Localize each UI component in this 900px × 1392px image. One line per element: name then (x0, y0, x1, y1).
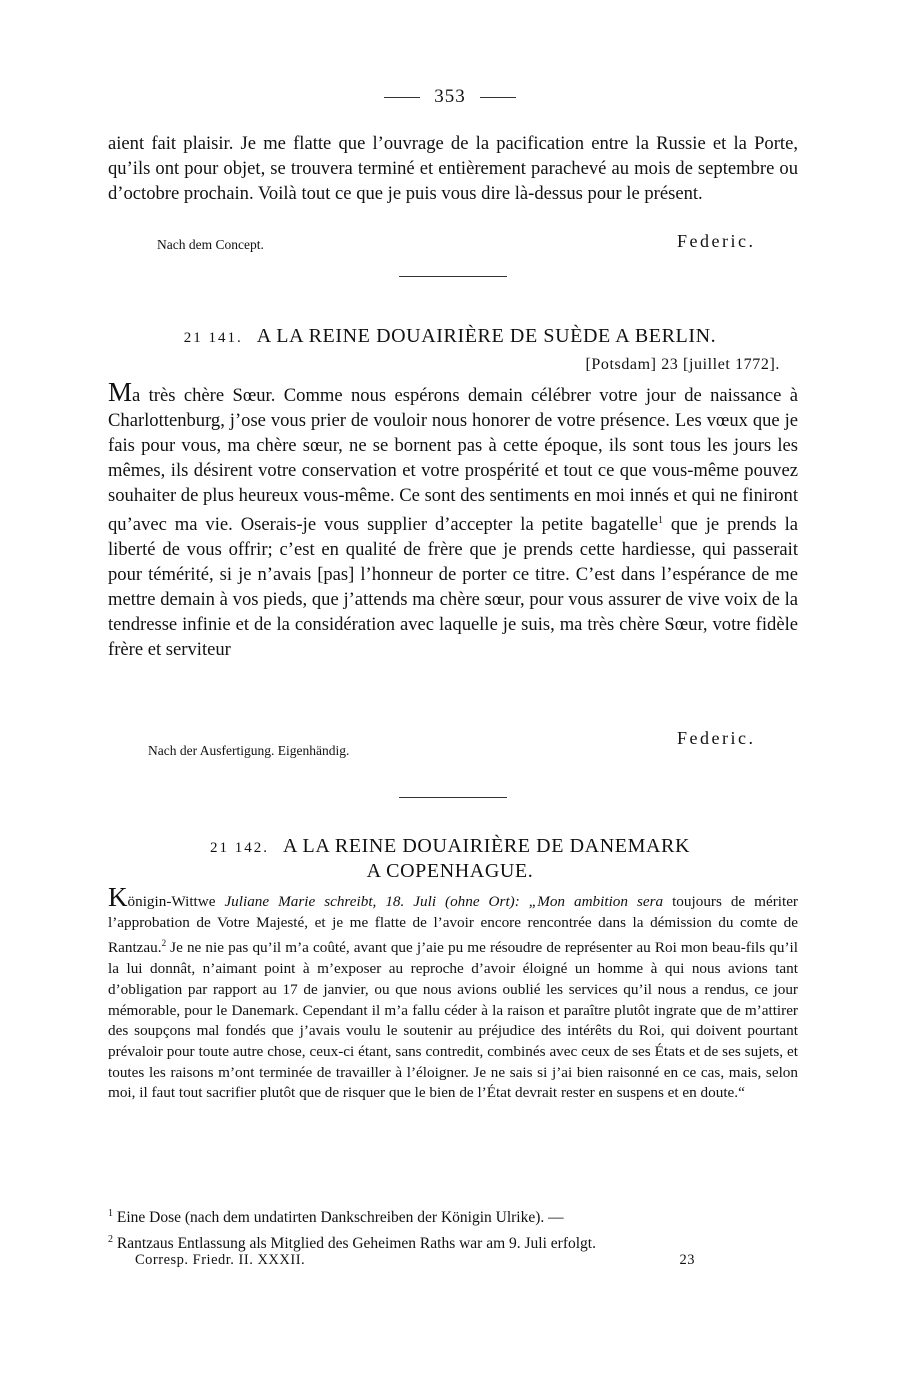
letter-2-heading (0, 835, 900, 858)
section-divider-2 (399, 797, 507, 798)
letter-2-dropcap: K (108, 882, 128, 912)
footnote-2-text: Rantzaus Entlassung als Mitglied des Geheimen Raths war am 9. Juli erfolgt. (116, 1235, 596, 1253)
letter-2-text-part-1: toujours de mériter l’approbation de Votre Majesté, et je me flatte de l’avoir encore rencontrée dans la démission du comte de Rantzau. (108, 893, 798, 957)
letter-2-intro-italic: Juliane Marie schreibt, 18. Juli (ohne Ort): „Mon ambition sera (224, 893, 664, 910)
page-number: 353 (434, 86, 466, 107)
letter-1-paragraph (108, 377, 799, 662)
footnote-1-marker: 1 (108, 1208, 113, 1219)
page-header (0, 86, 900, 108)
page-footer (135, 1252, 695, 1269)
letter-2-title-line-1: A LA REINE DOUAIRIÈRE DE DANEMARK (283, 835, 690, 857)
letter-1-source-note: Nach der Ausfertigung. Eigenhändig. (148, 743, 350, 758)
header-dash-left (384, 97, 420, 98)
letter-2-intro-plain: önigin-Wittwe (127, 893, 225, 910)
letter-2-paragraph (108, 882, 798, 1104)
intro-paragraph: aient fait plaisir. Je me flatte que l’ouvrage de la pacification entre la Russie et la Porte, qu’ils ont pour objet, se trouvera terminé et entièrement parachevé au mois de septembre ou d’octobre prochain. Voilà tout ce que je puis vous dire là-dessus pour le présent. (108, 133, 798, 204)
letter-1-title: A LA REINE DOUAIRIÈRE DE SUÈDE A BERLIN. (256, 325, 717, 347)
intro-source-note: Nach dem Concept. (157, 237, 264, 252)
intro-signature: Federic. (677, 231, 756, 251)
letter-2-number: 21 142. (210, 840, 269, 856)
section-divider-1 (399, 276, 507, 277)
letter-2-heading-line-2: A COPENHAGUE. (366, 860, 534, 882)
letter-2-text-part-2: Je ne nie pas qu’il m’a coûté, avant que j’aie pu me résoudre de représenter au Roi mon beau-fils qu’il la lui donnât, n’aimant point à m’exposer au reproche d’avoir éloigné un homme à qui nous avions tant d’obligation par rapport au 17 de janvier, ou que nous avions oublié les services qu’il nous a rendus, ce jour mémorable, pour le Danemark. Cependant il m’a fallu céder à la raison et paraître plutôt ingrate que de m’attirer des soupçons mal fondés que j’avais voulu le soutenir au préjudice des intérêts du Roi, qui doivent pourtant prévaloir pour toute autre chose, ceux-ci étant, sans contredit, combinés avec ceux de ses États et de ses sujets, et toutes les raisons m’ont terminée de travailler à l’éloigner. Je ne sais si j’ai bien raisonné en ce cas, mais, selon moi, il faut tout sacrifier plutôt que de risquer que le bien de l’État devrait rester en suspens et en doute.“ (108, 939, 798, 1102)
footnotes (108, 1203, 798, 1255)
footnote-2-marker: 2 (108, 1234, 113, 1246)
footnote-1-text: Eine Dose (nach dem undatirten Dankschreiben der Königin Ulrike). — (116, 1209, 564, 1227)
letter-2-footnote-marker: 2 (161, 938, 167, 949)
header-dash-right (480, 97, 516, 98)
letter-2-body (108, 882, 798, 1104)
letter-1-number: 21 141. (183, 330, 243, 346)
footer-reference: Corresp. Friedr. II. XXXII. (135, 1252, 306, 1268)
letter-1-dropcap: M (108, 377, 133, 407)
intro-block (108, 131, 798, 206)
letter-1-footnote-marker: 1 (658, 515, 663, 526)
letter-1-body (108, 377, 799, 662)
letter-1-signature: Federic. (677, 728, 756, 748)
footer-signature-mark: 23 (679, 1252, 695, 1268)
letter-1-heading (0, 325, 900, 348)
letter-1-date: [Potsdam] 23 [juillet 1772]. (585, 356, 780, 373)
footnote-1 (108, 1203, 798, 1229)
letter-1-text-part-1: a très chère Sœur. Comme nous espérons demain célébrer votre jour de naissance à Charlottenburg, j’ose vous prier de vouloir nous honorer de votre présence. Les vœux que je fais pour vous, ma chère sœur, ne se bornent pas à cette époque, ils sont tous les jours les mêmes, ils désirent votre conservation et votre prospérité et tout ce que vous-même pouvez souhaiter de plus heureux vous-même. Ce sont des sentiments en moi innés et qui ne finiront qu’avec ma vie. Oserais-je vous supplier d’accepter la petite bagatelle (108, 385, 798, 536)
letter-1-text-part-2: que je prends la liberté de vous offrir; c’est en qualité de frère que je prends cette hardiesse, qui passerait pour témérité, si je n’avais [pas] l’honneur de porter ce titre. C’est dans l’espérance de me mettre demain à vos pieds, que j’attends ma chère sœur, pour vous assurer de vive voix de la tendresse infinie et de la considération avec laquelle je suis, ma très chère Sœur, votre fidèle frère et serviteur (108, 514, 799, 661)
